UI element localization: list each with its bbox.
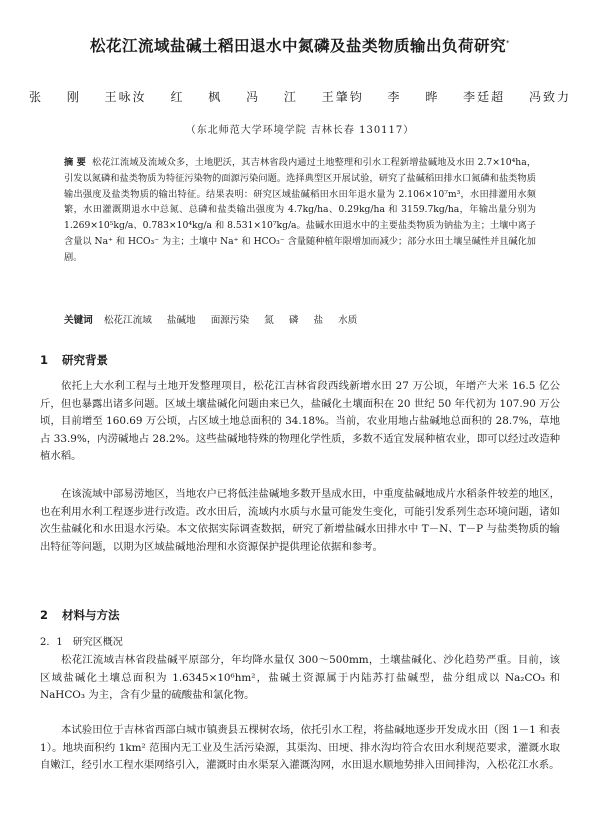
- keyword-item: 磷: [288, 315, 299, 326]
- body-paragraph: 松花江流域吉林省段盐碱平原部分，年均降水量仅 300～500mm，土壤盐碱化、沙化趋势严重。目前，该区域盐碱化土壤总面积为 1.6345×10⁶hm²，盐碱土资源属于内陆苏打盐碱型，盐分组成以 Na₂CO₃ 和 NaHCO₃ 为主，含有少量的硫酸盐和氯化物。: [40, 654, 560, 702]
- abstract-text: 松花江流域及流域众多，土地肥沃，其吉林省段内通过土地整理和引水工程新增盐碱地及水田 2.7×10⁴ha，引发以氮磷和盐类物质为特征污染物的面源污染问题。选择典型区开展试验，研究了盐碱稻田排水口氮磷和盐类物质输出强度及盐类物质的输出特征。结果表明：研究区域盐碱稻田水田年退水量为 2.106×10⁷m³，水田排灌用水频繁，水田灌溉期退水中总氮、总磷和盐类输出强度为 4.7kg/ha、0.29kg/ha 和 3159.7kg/ha，年输出量分别为 1.269×10⁵kg/a、0.783×10⁴kg/a 和 8.531×10⁷kg/a。盐碱水田退水中的主要盐类物质为钠盐为主；土壤中离子含量以 Na⁺ 和 HCO₃⁻ 为主；土壤中 Na⁺ 和 HCO₃⁻ 含量随种植年限增加而减少；部分水田土壤呈碱性并且碱化加剧。: [64, 157, 537, 263]
- keywords-label: 关键词: [64, 315, 93, 326]
- affiliation: （东北师范大学环境学院 吉林长春 130117）: [185, 125, 415, 136]
- keyword-item: 水质: [338, 315, 358, 326]
- body-paragraph: 本试验田位于吉林省西部白城市镇赉县五棵树农场，依托引水工程，将盐碱地逐步开发成水田（图 1－1 和表 1）。地块面积约 1km² 范围内无工业及生活污染源，其渠沟、田埂、排水沟均符合农田水利规范要求，灌溉水取自嫩江，经引水工程水渠网络引入，灌溉时由水渠泵入灌溉沟网，水田退水顺地势排入田间排沟，入松花江水系。: [40, 724, 560, 772]
- section-number: 2: [40, 608, 49, 622]
- abstract-label: 摘 要: [64, 157, 87, 168]
- section-heading-2: [40, 607, 120, 623]
- keyword-item: 氮: [264, 315, 274, 326]
- keyword-item: 盐: [313, 315, 324, 326]
- subsection-number: 2．1: [40, 637, 63, 648]
- section-number: 1: [40, 353, 49, 367]
- abstract: [64, 155, 536, 266]
- keyword-item: 松花江流域: [103, 315, 152, 326]
- keywords: [64, 312, 536, 326]
- author-list: 张 刚 王咏汝 红 枫 冯 江 王肇钧 李 晔 李廷超 冯致力: [29, 90, 571, 104]
- keyword-item: 面源污染: [210, 315, 250, 326]
- title-footnote-mark: *: [506, 38, 510, 47]
- paper-title: [20, 34, 580, 56]
- body-paragraph: 在该流域中部易涝地区，当地农户已将低洼盐碱地多数开垦成水田，中重度盐碱地成片水稻条件较差的地区，也在利用水利工程逐步进行改造。改水田后，流域内水质与水量可能发生变化，可能引发系列生态环境问题，诸如次生盐碱化和水田退水污染。本文依据实际调查数据，研究了新增盐碱水田排水中 T－N、T－P 与盐类物质的输出特征等问题，以期为区域盐碱地治理和水资源保护提供理论依据和参考。: [40, 488, 560, 553]
- subsection-title: 研究区概况: [72, 637, 123, 648]
- keyword-item: 盐碱地: [166, 315, 196, 326]
- section-title: 材料与方法: [62, 608, 120, 622]
- body-paragraph: 依托上大水利工程与土地开发整理项目，松花江吉林省段西线新增水田 27 万公顷，年增产大米 16.5 亿公斤，但也暴露出诸多问题。区域土壤盐碱化问题由来已久，盐碱化土壤面积在 20 世纪 50 年代初为 107.90 万公顷，目前增至 160.69 万公顷，占区域土地总面积的 34.18%。当前，农业用地占盐碱地总面积的 28.7%，草地占 33.9%，内涝碱地占 28.2%。这些盐碱地特殊的物理化学性质，多数不适宜发展种植农业，即可以经过改造种植水稻。: [40, 380, 560, 463]
- subsection-heading-2-1: [40, 633, 123, 648]
- section-heading-1: [40, 352, 108, 368]
- paper-title-text: 松花江流域盐碱土稻田退水中氮磷及盐类物质输出负荷研究: [89, 37, 506, 55]
- section-title: 研究背景: [62, 353, 109, 367]
